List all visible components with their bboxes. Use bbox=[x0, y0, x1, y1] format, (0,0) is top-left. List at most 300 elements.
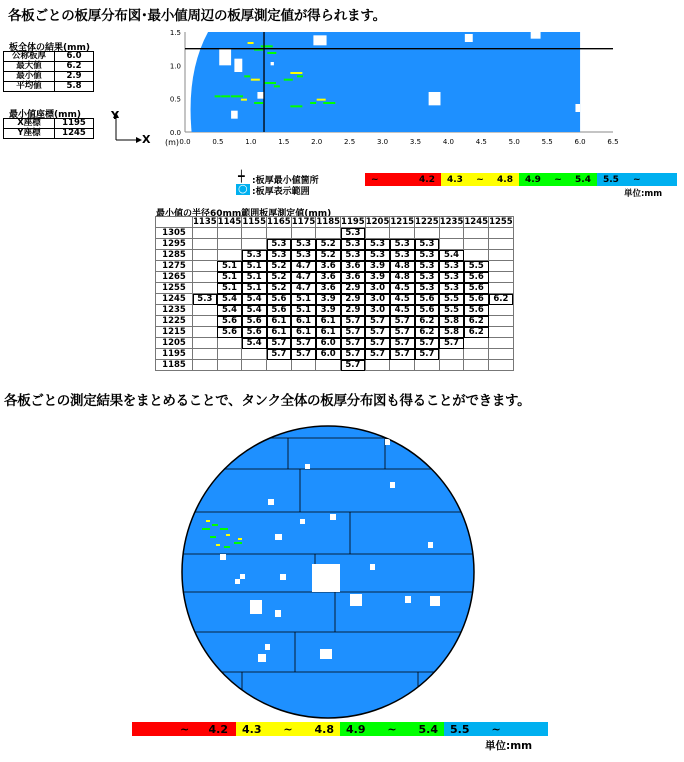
grid-cell: 5.2 bbox=[316, 250, 341, 261]
scale-seg-blue: 5.5 ~ bbox=[597, 173, 677, 186]
grid-cell: 5.7 bbox=[341, 349, 366, 360]
grid-cell: 5.4 bbox=[242, 294, 267, 305]
grid-cell: 4.5 bbox=[390, 294, 415, 305]
grid-cell bbox=[193, 239, 218, 250]
plate-thin-spot bbox=[221, 95, 230, 97]
grid-cell: 5.7 bbox=[341, 338, 366, 349]
grid-cell: 5.6 bbox=[267, 305, 292, 316]
grid-cell bbox=[464, 349, 489, 360]
plate-thin-spot bbox=[248, 42, 254, 44]
tank-thin-spot bbox=[224, 546, 230, 548]
grid-row bbox=[156, 305, 514, 316]
grid-col-header: 1155 bbox=[242, 217, 267, 227]
grid-cell: 5.7 bbox=[415, 338, 440, 349]
grid-cell bbox=[439, 239, 464, 250]
plate-thin-spot bbox=[274, 85, 280, 87]
kv-label: 最小値 bbox=[4, 72, 55, 82]
grid-cell: 3.6 bbox=[316, 261, 341, 272]
grid-cell bbox=[464, 338, 489, 349]
grid-row-header: 1265 bbox=[156, 272, 193, 283]
grid-cell: 5.6 bbox=[464, 272, 489, 283]
y-tick-label: 1.5 bbox=[169, 29, 181, 37]
grid-cell: 5.6 bbox=[464, 294, 489, 305]
grid-cell: 2.9 bbox=[341, 294, 366, 305]
grid-cell bbox=[489, 272, 514, 283]
grid-row bbox=[156, 316, 514, 327]
grid-cell bbox=[439, 228, 464, 239]
grid-cell bbox=[365, 360, 390, 371]
grid-cell: 5.2 bbox=[316, 239, 341, 250]
grid-row bbox=[156, 283, 514, 294]
grid-cell bbox=[193, 283, 218, 294]
grid-cell bbox=[390, 360, 415, 371]
tank-white-patch bbox=[430, 596, 440, 606]
grid-col-header: 1165 bbox=[267, 217, 291, 227]
grid-cell: 5.3 bbox=[439, 261, 464, 272]
tank-thin-spot bbox=[206, 520, 210, 522]
x-tick-label: 4.5 bbox=[475, 138, 487, 146]
y-tick-label: 1.0 bbox=[169, 62, 181, 71]
tank-thin-spot bbox=[216, 544, 220, 546]
grid-row bbox=[156, 228, 514, 239]
tank-white-patch bbox=[320, 649, 332, 659]
plate-thin-spot bbox=[310, 102, 316, 104]
grid-cell bbox=[217, 250, 242, 261]
plate-thin-spot bbox=[261, 45, 273, 47]
x-tick-label: 5.5 bbox=[541, 138, 553, 146]
grid-cell: 5.7 bbox=[390, 338, 415, 349]
grid-cell: 3.9 bbox=[365, 261, 390, 272]
grid-cell bbox=[217, 228, 242, 239]
grid-cell bbox=[489, 305, 514, 316]
crosshair-symbol: ┿ bbox=[238, 170, 245, 183]
grid-cell bbox=[464, 239, 489, 250]
grid-row bbox=[156, 272, 514, 283]
grid-cell: 5.6 bbox=[267, 294, 292, 305]
grid-cell: 5.3 bbox=[390, 239, 415, 250]
grid-cell: 6.2 bbox=[464, 316, 489, 327]
grid-cell bbox=[316, 360, 341, 371]
grid-cell: 6.1 bbox=[291, 316, 316, 327]
grid-cell: 3.0 bbox=[365, 283, 390, 294]
grid-cell: 4.8 bbox=[390, 272, 415, 283]
plate-thickness-map bbox=[160, 24, 622, 152]
grid-cell: 5.3 bbox=[390, 250, 415, 261]
color-scale-top bbox=[365, 173, 677, 186]
x-tick-label: 1.0 bbox=[245, 138, 257, 146]
grid-cell: 5.3 bbox=[291, 250, 316, 261]
plate-thin-spot bbox=[264, 82, 276, 84]
grid-cell bbox=[193, 228, 218, 239]
grid-cell: 5.3 bbox=[415, 250, 440, 261]
x-tick-label: 6.0 bbox=[574, 138, 586, 146]
grid-cell: 5.3 bbox=[365, 239, 390, 250]
tank-white-patch bbox=[305, 464, 310, 469]
plate-white-patch bbox=[313, 35, 326, 45]
grid-cell: 6.1 bbox=[267, 316, 292, 327]
grid-col-header: 1245 bbox=[464, 217, 489, 227]
grid-cell: 5.6 bbox=[242, 316, 267, 327]
plate-thin-spot bbox=[251, 79, 260, 81]
tank-thin-spot bbox=[210, 536, 216, 538]
grid-cell: 5.6 bbox=[415, 305, 440, 316]
grid-row-header: 1205 bbox=[156, 338, 193, 349]
grid-cell: 5.7 bbox=[291, 338, 316, 349]
tank-white-patch bbox=[280, 574, 286, 580]
plate-area bbox=[191, 32, 581, 132]
scale-seg-green: 4.9 ~ 5.4 bbox=[519, 173, 597, 186]
kv-row bbox=[4, 52, 94, 62]
grid-row-header: 1235 bbox=[156, 305, 193, 316]
grid-cell bbox=[489, 261, 514, 272]
tank-white-patch bbox=[275, 610, 281, 617]
grid-cell: 5.2 bbox=[267, 272, 292, 283]
grid-cell bbox=[267, 360, 292, 371]
grid-cell: 3.9 bbox=[365, 272, 390, 283]
x-tick-label: 6.5 bbox=[607, 138, 619, 146]
grid-cell: 5.7 bbox=[267, 338, 292, 349]
grid-cell: 3.6 bbox=[341, 261, 366, 272]
plate-white-patch bbox=[257, 92, 264, 99]
kv-value: 6.2 bbox=[55, 62, 94, 72]
grid-cell: 5.7 bbox=[291, 349, 316, 360]
grid-row-header: 1305 bbox=[156, 228, 193, 239]
grid-cell: 5.3 bbox=[439, 283, 464, 294]
grid-cell: 6.2 bbox=[464, 327, 489, 338]
grid-cell: 6.2 bbox=[415, 316, 440, 327]
grid-cell bbox=[217, 349, 242, 360]
grid-row bbox=[156, 239, 514, 250]
grid-cell bbox=[193, 338, 218, 349]
grid-cell: 5.7 bbox=[390, 349, 415, 360]
kv-label: X座標 bbox=[4, 119, 55, 129]
grid-cell: 5.6 bbox=[242, 327, 267, 338]
grid-col-header: 1205 bbox=[365, 217, 390, 227]
grid-cell: 5.6 bbox=[217, 327, 242, 338]
plate-thin-spot bbox=[284, 79, 293, 81]
grid-cell bbox=[489, 360, 514, 371]
grid-cell: 5.3 bbox=[439, 272, 464, 283]
grid-cell bbox=[193, 360, 218, 371]
grid-cell: 5.7 bbox=[390, 316, 415, 327]
x-tick-label: 0.5 bbox=[212, 138, 224, 146]
summary-title: 板全体の結果(mm) bbox=[9, 43, 90, 53]
plate-thin-spot bbox=[267, 52, 276, 54]
kv-value: 5.8 bbox=[55, 82, 94, 92]
grid-row-header: 1295 bbox=[156, 239, 193, 250]
tank-white-patch bbox=[350, 594, 362, 606]
grid-cell: 2.9 bbox=[341, 305, 366, 316]
grid-col-header: 1215 bbox=[390, 217, 415, 227]
grid-cell: 5.3 bbox=[341, 228, 366, 239]
grid-col-header: 1235 bbox=[439, 217, 464, 227]
tank-white-patch bbox=[220, 554, 226, 560]
grid-cell: 5.1 bbox=[291, 305, 316, 316]
x-tick-label: 2.0 bbox=[311, 138, 323, 146]
grid-row bbox=[156, 261, 514, 272]
tank-thin-spot bbox=[212, 524, 218, 526]
grid-cell bbox=[489, 338, 514, 349]
grid-cell: 3.0 bbox=[365, 305, 390, 316]
kv-row bbox=[4, 119, 94, 129]
scale-bottom-seg-red: ~ 4.2 bbox=[132, 722, 236, 736]
grid-cell: 5.1 bbox=[291, 294, 316, 305]
x-tick-label: 3.5 bbox=[409, 138, 422, 146]
grid-cell bbox=[217, 239, 242, 250]
grid-cell bbox=[242, 349, 267, 360]
grid-row bbox=[156, 250, 514, 261]
display-range-legend-label: :板厚表示範囲 bbox=[252, 187, 310, 197]
tank-white-patch bbox=[265, 644, 270, 650]
crosshair-legend-label: :板厚最小値箇所 bbox=[252, 176, 319, 186]
grid-cell: 5.8 bbox=[439, 316, 464, 327]
grid-cell bbox=[193, 272, 218, 283]
kv-row bbox=[4, 62, 94, 72]
grid-cell bbox=[489, 250, 514, 261]
tank-thin-spot bbox=[238, 538, 242, 540]
kv-row bbox=[4, 72, 94, 82]
grid-cell bbox=[291, 228, 316, 239]
x-tick-label: 5.0 bbox=[508, 138, 520, 146]
grid-row-header: 1285 bbox=[156, 250, 193, 261]
grid-cell bbox=[193, 250, 218, 261]
grid-cell: 5.8 bbox=[439, 327, 464, 338]
grid-cell bbox=[489, 316, 514, 327]
kv-label: 平均値 bbox=[4, 82, 55, 92]
grid-cell: 5.3 bbox=[267, 239, 292, 250]
grid-row-header: 1195 bbox=[156, 349, 193, 360]
grid-cell bbox=[217, 338, 242, 349]
plate-white-patch bbox=[531, 29, 541, 39]
tank-white-patch bbox=[330, 514, 336, 520]
plate-thin-spot bbox=[323, 102, 335, 104]
x-tick-label: 0.0 bbox=[179, 138, 191, 146]
grid-cell bbox=[439, 349, 464, 360]
grid-cell bbox=[489, 349, 514, 360]
grid-cell: 5.7 bbox=[390, 327, 415, 338]
grid-cell: 5.4 bbox=[242, 305, 267, 316]
grid-cell bbox=[415, 360, 440, 371]
grid-cell bbox=[193, 327, 218, 338]
scale-bottom-seg-blue: 5.5 ~ bbox=[444, 722, 548, 736]
plate-thin-spot bbox=[290, 72, 302, 74]
plate-thin-spot bbox=[215, 95, 221, 97]
grid-cell bbox=[464, 250, 489, 261]
grid-cell: 3.6 bbox=[316, 272, 341, 283]
grid-cell: 5.7 bbox=[365, 327, 390, 338]
kv-row bbox=[4, 82, 94, 92]
grid-cell: 6.0 bbox=[316, 349, 341, 360]
grid-cell: 6.1 bbox=[316, 327, 341, 338]
grid-cell: 5.7 bbox=[439, 338, 464, 349]
grid-cell bbox=[291, 360, 316, 371]
grid-cell: 5.4 bbox=[217, 305, 242, 316]
tank-thin-spot bbox=[234, 542, 242, 544]
plate-thin-spot bbox=[297, 75, 303, 77]
tank-white-patch bbox=[300, 519, 305, 524]
grid-cell: 5.7 bbox=[365, 338, 390, 349]
plate-thin-spot bbox=[254, 102, 263, 104]
grid-cell bbox=[316, 228, 341, 239]
grid-cell bbox=[489, 283, 514, 294]
grid-cell: 5.1 bbox=[242, 272, 267, 283]
axis-x-letter: X bbox=[142, 133, 151, 146]
kv-value: 2.9 bbox=[55, 72, 94, 82]
tank-thickness-map bbox=[180, 424, 476, 720]
grid-cell bbox=[217, 360, 242, 371]
grid-cell: 4.5 bbox=[390, 305, 415, 316]
grid-cell: 5.4 bbox=[242, 338, 267, 349]
tank-white-patch bbox=[235, 579, 240, 584]
unit-label-top: 単位:mm bbox=[624, 189, 663, 199]
tank-white-patch bbox=[312, 564, 340, 592]
grid-cell: 5.3 bbox=[242, 250, 267, 261]
tank-thin-spot bbox=[226, 534, 230, 536]
grid-cell: 5.1 bbox=[217, 272, 242, 283]
plate-white-patch bbox=[219, 49, 231, 66]
grid-cell: 6.2 bbox=[489, 294, 514, 305]
grid-cell: 5.5 bbox=[439, 305, 464, 316]
plate-thin-spot bbox=[231, 95, 243, 97]
y-tick-label: 0.0 bbox=[169, 129, 181, 137]
grid-cell: 5.3 bbox=[415, 283, 440, 294]
grid-cell bbox=[365, 228, 390, 239]
grid-cell bbox=[242, 360, 267, 371]
tank-white-patch bbox=[275, 534, 282, 540]
tank-white-patch bbox=[370, 564, 375, 570]
grid-cell: 5.7 bbox=[341, 360, 366, 371]
grid-row bbox=[156, 294, 514, 305]
grid-cell: 5.1 bbox=[217, 261, 242, 272]
grid-cell: 5.2 bbox=[267, 283, 292, 294]
grid-cell: 5.1 bbox=[217, 283, 242, 294]
grid-cell: 4.8 bbox=[390, 261, 415, 272]
thickness-grid-table bbox=[155, 216, 514, 371]
scale-seg-red: ~ 4.2 bbox=[365, 173, 441, 186]
tank-white-patch bbox=[240, 574, 245, 579]
tank-thin-spot bbox=[220, 528, 228, 530]
grid-row bbox=[156, 349, 514, 360]
unit-label-bottom: 単位:mm bbox=[485, 740, 533, 752]
grid-cell: 3.0 bbox=[365, 294, 390, 305]
grid-cell: 6.1 bbox=[291, 327, 316, 338]
tank-white-patch bbox=[268, 499, 274, 505]
grid-col-header: 1185 bbox=[316, 217, 341, 227]
axis-y-letter: Y bbox=[111, 109, 119, 122]
grid-row-header: 1225 bbox=[156, 316, 193, 327]
grid-cell bbox=[193, 349, 218, 360]
grid-cell: 6.1 bbox=[267, 327, 292, 338]
x-tick-label: 1.5 bbox=[278, 138, 290, 146]
grid-cell bbox=[193, 316, 218, 327]
circle-symbol: ○ bbox=[238, 182, 248, 195]
grid-row bbox=[156, 338, 514, 349]
tank-white-patch bbox=[250, 600, 262, 614]
display-range-swatch bbox=[236, 184, 250, 195]
plate-white-patch bbox=[575, 104, 580, 112]
grid-cell: 5.3 bbox=[415, 261, 440, 272]
scale-bottom-seg-green: 4.9 ~ 5.4 bbox=[340, 722, 444, 736]
kv-label: 公称板厚 bbox=[4, 52, 55, 62]
kv-value: 1245 bbox=[55, 129, 94, 139]
grid-col-header: 1135 bbox=[193, 217, 217, 227]
grid-col-header: 1175 bbox=[291, 217, 316, 227]
grid-col-header: 1195 bbox=[341, 217, 365, 227]
grid-cell: 5.5 bbox=[439, 294, 464, 305]
plate-thin-spot bbox=[241, 99, 247, 101]
kv-row bbox=[4, 129, 94, 139]
grid-row-header: 1245 bbox=[156, 294, 193, 305]
plate-thin-spot bbox=[244, 75, 250, 77]
grid-cell bbox=[464, 360, 489, 371]
kv-value: 6.0 bbox=[55, 52, 94, 62]
scale-seg-yellow: 4.3 ~ 4.8 bbox=[441, 173, 519, 186]
grid-cell: 5.1 bbox=[242, 283, 267, 294]
grid-cell: 4.7 bbox=[291, 283, 316, 294]
grid-cell: 5.1 bbox=[242, 261, 267, 272]
grid-cell: 5.6 bbox=[217, 316, 242, 327]
tank-thin-spot bbox=[202, 528, 210, 530]
grid-cell: 6.0 bbox=[316, 338, 341, 349]
grid-row-header: 1215 bbox=[156, 327, 193, 338]
grid-cell: 5.2 bbox=[267, 261, 292, 272]
grid-cell: 5.4 bbox=[439, 250, 464, 261]
grid-cell: 5.3 bbox=[291, 239, 316, 250]
grid-cell: 6.1 bbox=[316, 316, 341, 327]
plate-white-patch bbox=[231, 111, 238, 119]
grid-cell: 5.3 bbox=[267, 250, 292, 261]
grid-cell: 5.7 bbox=[365, 349, 390, 360]
tank-white-patch bbox=[385, 439, 390, 445]
tank-white-patch bbox=[405, 596, 411, 603]
grid-cell: 5.7 bbox=[415, 349, 440, 360]
grid-cell: 3.6 bbox=[341, 272, 366, 283]
grid-row-header: 1275 bbox=[156, 261, 193, 272]
grid-cell: 3.9 bbox=[316, 294, 341, 305]
grid-cell bbox=[464, 228, 489, 239]
grid-cell: 4.5 bbox=[390, 283, 415, 294]
section-heading: 各板ごとの測定結果をまとめることで、タンク全体の板厚分布図も得ることができます。 bbox=[4, 393, 531, 409]
grid-row-header: 1255 bbox=[156, 283, 193, 294]
grid-col-header: 1255 bbox=[489, 217, 513, 227]
plate-white-patch bbox=[465, 34, 473, 42]
grid-cell: 5.3 bbox=[365, 250, 390, 261]
grid-cell: 5.4 bbox=[217, 294, 242, 305]
min-coord-table bbox=[3, 118, 94, 139]
grid-cell bbox=[489, 239, 514, 250]
plate-white-patch bbox=[271, 62, 274, 65]
grid-cell bbox=[489, 228, 514, 239]
x-unit-label: (m) bbox=[165, 138, 180, 147]
grid-cell: 5.7 bbox=[365, 316, 390, 327]
grid-cell: 5.3 bbox=[415, 272, 440, 283]
grid-cell: 5.6 bbox=[464, 305, 489, 316]
grid-cell: 3.9 bbox=[316, 305, 341, 316]
grid-cell bbox=[242, 228, 267, 239]
page-heading: 各板ごとの板厚分布図･最小値周辺の板厚測定値が得られます。 bbox=[8, 8, 386, 24]
grid-cell: 5.3 bbox=[415, 239, 440, 250]
color-scale-bottom bbox=[132, 722, 548, 736]
grid-col-header: 1145 bbox=[217, 217, 242, 227]
plate-thin-spot bbox=[290, 105, 302, 107]
grid-cell: 5.3 bbox=[341, 239, 366, 250]
plate-thin-spot bbox=[317, 99, 326, 101]
grid-cell: 5.5 bbox=[464, 261, 489, 272]
grid-cell: 3.6 bbox=[316, 283, 341, 294]
grid-cell: 5.7 bbox=[341, 327, 366, 338]
grid-cell: 5.3 bbox=[341, 250, 366, 261]
x-tick-label: 4.0 bbox=[442, 138, 454, 146]
